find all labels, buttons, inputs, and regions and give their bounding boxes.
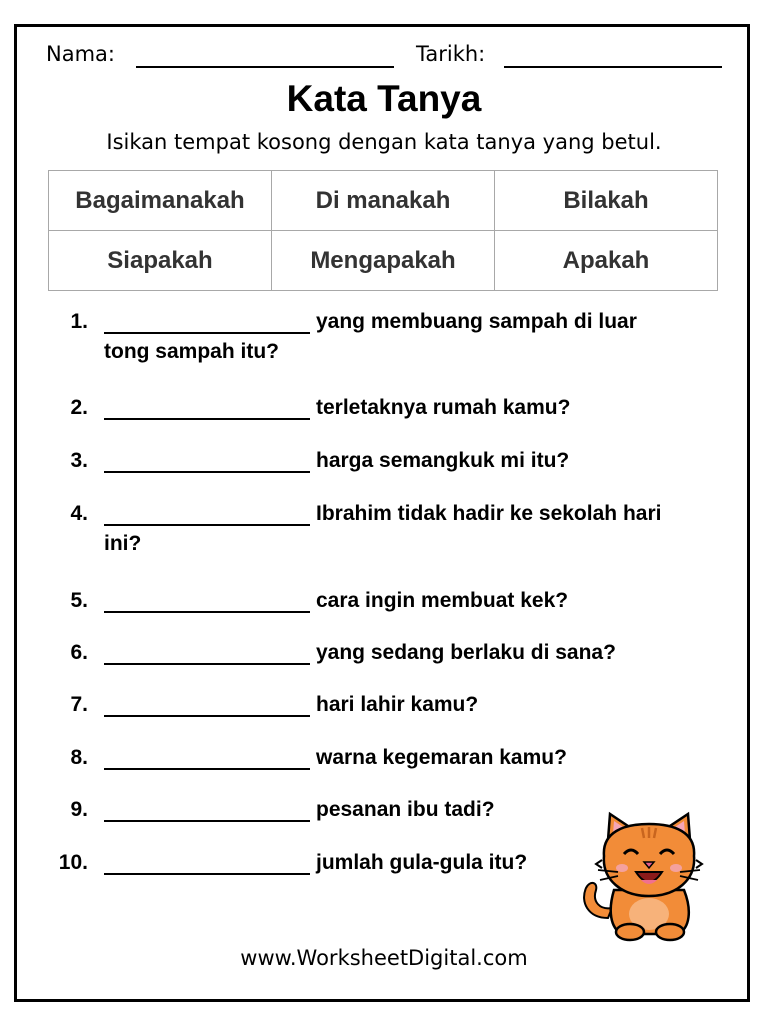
word-bank-cell: Siapakah [49, 231, 272, 291]
word-bank-row [49, 171, 718, 231]
question-text: Ibrahim tidak hadir ke sekolah hari [316, 502, 662, 525]
question-number: 6. [70, 641, 88, 664]
cat-illustration-icon [578, 810, 720, 942]
word-bank-cell: Di manakah [272, 171, 495, 231]
answer-blank[interactable] [104, 663, 310, 665]
nama-blank[interactable] [136, 66, 394, 68]
question-text: harga semangkuk mi itu? [316, 449, 570, 472]
word-bank-cell: Mengapakah [272, 231, 495, 291]
question-number: 5. [70, 589, 88, 612]
answer-blank[interactable] [104, 715, 310, 717]
question-text-continued: tong sampah itu? [104, 340, 279, 363]
question-text: yang membuang sampah di luar [316, 310, 637, 333]
header-fields [46, 40, 726, 74]
question-number: 4. [70, 502, 88, 525]
question-number: 7. [70, 693, 88, 716]
footer-url: www.WorksheetDigital.com [240, 946, 528, 970]
answer-blank[interactable] [104, 820, 310, 822]
answer-blank[interactable] [104, 332, 310, 334]
word-bank-cell: Apakah [495, 231, 718, 291]
answer-blank[interactable] [104, 418, 310, 420]
answer-blank[interactable] [104, 873, 310, 875]
question-text: pesanan ibu tadi? [316, 798, 495, 821]
question-number: 9. [70, 798, 88, 821]
answer-blank[interactable] [104, 768, 310, 770]
word-bank-cell: Bilakah [495, 171, 718, 231]
tarikh-label: Tarikh: [416, 42, 486, 66]
word-bank-cell: Bagaimanakah [49, 171, 272, 231]
question-text: hari lahir kamu? [316, 693, 479, 716]
page-title: Kata Tanya [286, 78, 482, 119]
word-bank-row [49, 231, 718, 291]
question-text: jumlah gula-gula itu? [316, 851, 528, 874]
question-number: 3. [70, 449, 88, 472]
instruction-text: Isikan tempat kosong dengan kata tanya yang betul. [106, 130, 662, 154]
word-bank-table [48, 170, 718, 291]
question-number: 10. [58, 851, 88, 874]
answer-blank[interactable] [104, 524, 310, 526]
nama-label: Nama: [46, 42, 115, 66]
question-number: 1. [70, 310, 88, 333]
question-text: warna kegemaran kamu? [316, 746, 567, 769]
tarikh-blank[interactable] [504, 66, 722, 68]
question-number: 2. [70, 396, 88, 419]
question-text: yang sedang berlaku di sana? [316, 641, 616, 664]
question-text: terletaknya rumah kamu? [316, 396, 571, 419]
answer-blank[interactable] [104, 471, 310, 473]
answer-blank[interactable] [104, 611, 310, 613]
question-number: 8. [70, 746, 88, 769]
question-text: cara ingin membuat kek? [316, 589, 569, 612]
question-text-continued: ini? [104, 532, 142, 555]
